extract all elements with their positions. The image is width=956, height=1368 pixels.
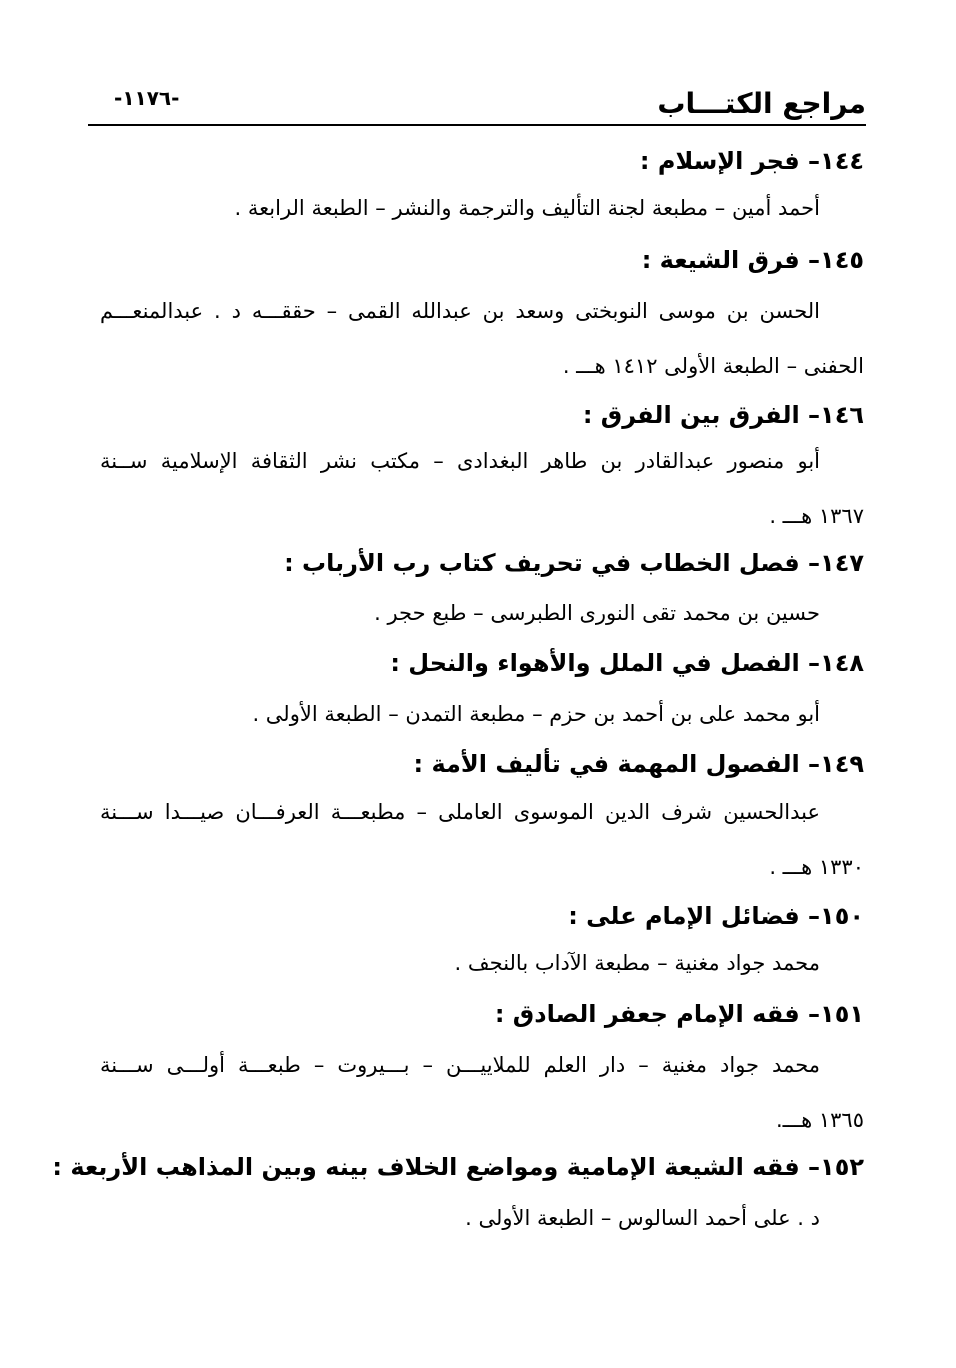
reference-title: ١٤٤– فجر الإسلام : [639,147,864,175]
reference-line: ١٣٦٥ هـــ. [775,1108,864,1132]
reference-line: حسين بن محمد تقى النورى الطبرسى – طبع حجر . [374,601,820,625]
reference-title: ١٤٦– الفرق بين الفرق : [582,401,864,429]
reference-details [100,1050,864,1135]
reference-title: ١٤٩– الفصول المهمة في تأليف الأمة : [413,750,864,778]
reference-title: ١٥٢– فقه الشيعة الإمامية ومواضع الخلاف بينه وبين المذاهب الأربعة : [52,1153,864,1181]
reference-details [100,598,864,628]
reference-line: الحسن بن موسى النوبختى وسعد بن عبدالله القمى – حققـــه د . عبدالمنعـــم [100,299,820,323]
reference-line: أبو محمد على بن أحمد بن حزم – مطبعة التمدن – الطبعة الأولى . [252,702,820,726]
reference-line: أحمد أمين – مطبعة لجنة التأليف والترجمة والنشر – الطبعة الرابعة . [234,196,820,220]
reference-details [100,296,864,381]
reference-line: الحفنى – الطبعة الأولى ١٤١٢ هـــ . [562,354,864,378]
reference-details [100,797,864,882]
reference-title: ١٤٧– فصل الخطاب في تحريف كتاب رب الأرباب : [284,549,864,577]
reference-line: عبدالحسين شرف الدين الموسوى العاملى – مطبعـــة العرفـــان صيـــدا ســـنة [100,800,820,824]
reference-details [100,446,864,531]
page-number: -١١٧٦- [114,86,180,110]
reference-line: ١٣٣٠ هـــ . [769,855,864,879]
reference-details [100,193,864,223]
reference-title: ١٤٥– فرق الشيعة : [641,246,864,274]
reference-details [100,699,864,729]
reference-title: ١٥٠– فضائل الإمام على : [568,902,864,930]
reference-line: محمد جواد مغنية – دار العلم للملاييـــن – بـــيروت – طبعـــة أولـــى ســـنة [100,1053,820,1077]
reference-title: ١٤٨– الفصل في الملل والأهواء والنحل : [390,649,864,677]
reference-line: أبو منصور عبدالقادر بن طاهر البغدادى – مكتب نشر الثقافة الإسلامية ســنة [100,449,820,473]
running-title: مراجع الكتـــاب [657,87,866,120]
reference-details [100,948,864,978]
reference-title: ١٥١– فقه الإمام جعفر الصادق : [494,1000,864,1028]
page-header [88,82,866,126]
reference-line: محمد جواد مغنية – مطبعة الآداب بالنجف . [454,951,820,975]
reference-line: د . على أحمد السالوس – الطبعة الأولى . [465,1206,820,1230]
reference-details [100,1203,864,1233]
reference-line: ١٣٦٧ هـــ . [769,504,864,528]
